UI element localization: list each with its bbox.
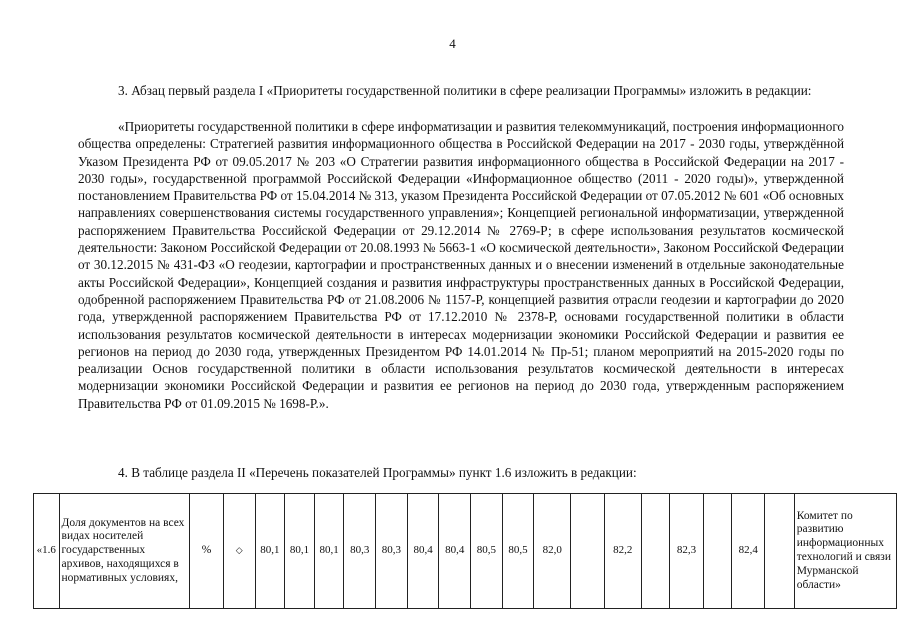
value-cell xyxy=(765,494,795,609)
value-cell: 80,1 xyxy=(314,494,344,609)
paragraph-4 xyxy=(78,464,844,481)
unit-cell: % xyxy=(190,494,224,609)
paragraph-4-text: 4. В таблице раздела II «Перечень показателей Программы» пункт 1.6 изложить в редакции: xyxy=(118,465,637,480)
value-cell: 80,3 xyxy=(376,494,408,609)
value-cell: 80,3 xyxy=(344,494,376,609)
table-row xyxy=(34,494,897,609)
value-cell xyxy=(571,494,605,609)
value-cell: 80,1 xyxy=(255,494,285,609)
value-cell: 80,5 xyxy=(502,494,534,609)
page-number: 4 xyxy=(449,36,456,51)
value-cell: 80,4 xyxy=(407,494,439,609)
value-cell: 82,2 xyxy=(604,494,641,609)
value-cell: 80,4 xyxy=(439,494,471,609)
priorities-quote xyxy=(78,118,844,412)
indicators-table xyxy=(33,493,897,609)
value-cell xyxy=(703,494,732,609)
paragraph-3 xyxy=(78,82,844,99)
value-cell xyxy=(641,494,670,609)
paragraph-3-text: 3. Абзац первый раздела I «Приоритеты государственной политики в сфере реализации Программы» изложить в редакции: xyxy=(118,83,812,98)
indicator-name: Доля документов на всех видах носителей государственных архивов, находящихся в нормативных условиях, xyxy=(59,494,190,609)
value-cell: 80,5 xyxy=(471,494,503,609)
mark-cell: ◇ xyxy=(223,494,255,609)
priorities-quote-text: «Приоритеты государственной политики в сфере информатизации и развития телекоммуникаций, построения информационного общества определены: Стратегией развития информационного общества в Российской Федерации на 2017 - 2030 годы, утверждённой Указом Президента РФ от 09.05.2017 № 203 «О Стратегии развития информационного общества в Российской Федерации на 2017 - 2030 годы», государственной программой Российской Федерации «Информационное общество (2011 - 2020 годы)», утвержденной постановлением Правительства РФ от 15.04.2014 № 313, указом Президента Российской Федерации от 07.05.2012 № 601 «Об основных направлениях совершенствования системы государственного управления»; Концепцией региональной информатизации, утвержденной распоряжением Правительства Российской Федерации от 29.12.2014 № 2769-Р; в сфере использования результатов космической деятельности: Законом Российской Федерации от 20.08.1993 № 5663-1 «О космической деятельности», Законом Российской Федерации от 30.12.2015 № 431-ФЗ «О геодезии, картографии и пространственных данных и о внесении изменений в отдельные законодательные акты Российской Федерации», Концепцией создания и развития инфраструктуры пространственных данных в Российской Федерации, одобренной распоряжением Правительства РФ от 21.08.2006 № 1157-Р, концепцией развития отрасли геодезии и картографии до 2020 года, утвержденной распоряжением Правительства РФ от 17.12.2010 № 2378-Р, основами государственной политики в области использования результатов космической деятельности в интересах модернизации экономики Российской Федерации и развития ее регионов на период до 2030 года, утвержденных Президентом РФ 14.01.2014 № Пр-51; планом мероприятий на 2015-2020 годы по реализации Основ государственной политики в области использования результатов космической деятельности в интересах модернизации экономики Российской Федерации и развития ее регионов на период до 2030 года, утвержденным распоряжением Правительства РФ от 01.09.2015 № 1698-Р.». xyxy=(78,119,844,411)
value-cell: 82,4 xyxy=(732,494,765,609)
row-number: «1.6 xyxy=(34,494,60,609)
value-cell: 82,3 xyxy=(670,494,704,609)
value-cell: 82,0 xyxy=(534,494,571,609)
value-cell: 80,1 xyxy=(285,494,315,609)
responsible-executor: Комитет по развитию информационных технологий и связи Мурманской области» xyxy=(794,494,896,609)
